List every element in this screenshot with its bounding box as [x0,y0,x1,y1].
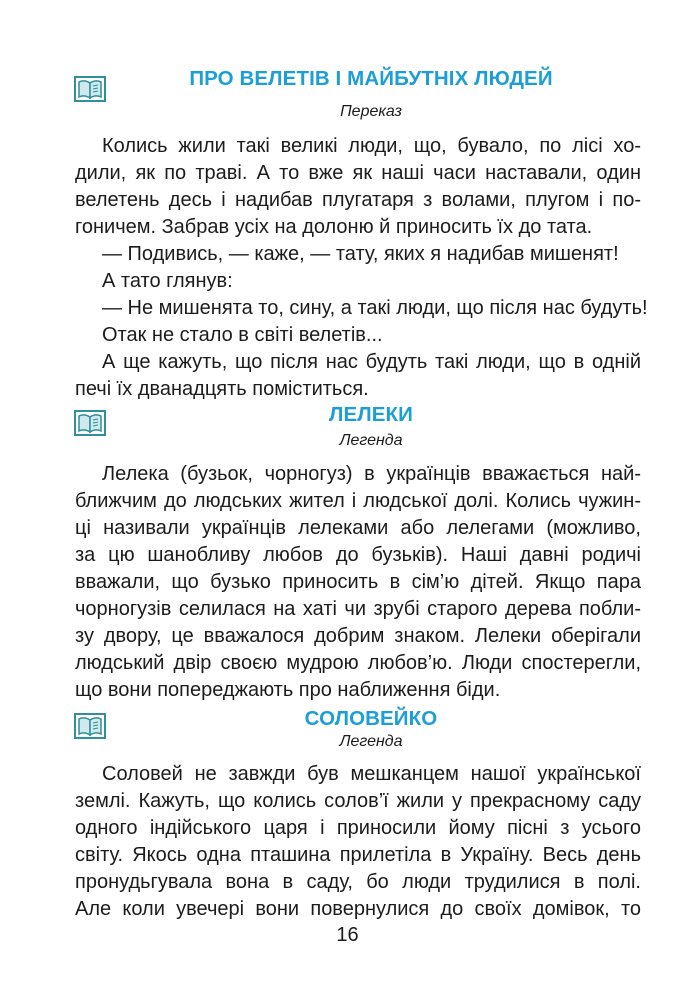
text-line: ближчим до людських жител і людської долі. Колись чужин- [75,490,641,512]
text-line: велетень десь і надибав плугатаря з волами, плугом і по- [75,189,641,211]
page-number: 16 [336,924,359,946]
text-line: А ще кажуть, що після нас будуть такі люди, що в одній [102,351,641,373]
text-line: печі їх дванадцять поміститься. [75,378,369,400]
text-line: вважали, що бузько приносить в сім’ю дітей. Якщо пара [75,571,641,593]
text-line: за цю шанобливу любов до бузьків). Наші давні родичі [75,544,641,566]
text-line: Соловей не завжди був мешканцем нашої української [102,763,641,785]
text-line: гоничем. Забрав усіх на долоню й приносить їх до тата. [75,216,593,238]
text-line: Колись жили такі великі люди, що, бувало, по лісі хо- [102,135,641,157]
text-line: чорногузів селилася на хаті чи зрубі старого дерева побли- [75,598,641,620]
story-genre: Переказ [340,103,402,120]
text-line: ці називали українців лелеками або лелегами (можливо, [75,517,641,539]
text-line: що вони попереджають про наближення біди. [75,679,501,701]
text-line: Лелека (бузьок, чорногуз) в українців вважається най- [102,463,641,485]
text-line: — Не мишенята то, сину, а такі люди, що після нас будуть! [102,297,648,319]
text-line: дили, як по траві. А то вже як наші часи наставали, один [75,162,641,184]
story-genre: Легенда [339,733,403,750]
text-line: світу. Якось одна пташина прилетіла в Україну. Весь день [75,844,641,866]
story-genre: Легенда [339,432,403,449]
text-line: Але коли увечері вони повернулися до своїх домівок, то [75,898,641,920]
text-line: людський двір своєю мудрою любов’ю. Люди спостерегли, [75,652,641,674]
text-line: одного індійського царя і приносили йому пісні з усього [75,817,641,839]
text-line: землі. Кажуть, що колись солов’ї жили у прекрасному саду [75,790,641,812]
story-title: СОЛОВЕЙКО [304,707,438,730]
story-title: ПРО ВЕЛЕТІВ І МАЙБУТНІХ ЛЮДЕЙ [189,67,553,90]
text-line: А тато глянув: [102,270,233,292]
text-line: пронудьгувала вона в саду, бо люди трудилися в полі. [75,871,641,893]
text-line: зу двору, це вважалося добрим знаком. Лелеки оберігали [75,625,641,647]
story-title: ЛЕЛЕКИ [329,403,413,426]
text-line: — Подивись, — каже, — тату, яких я надибав мишенят! [102,243,619,265]
text-line: Отак не стало в світі велетів... [102,324,383,346]
